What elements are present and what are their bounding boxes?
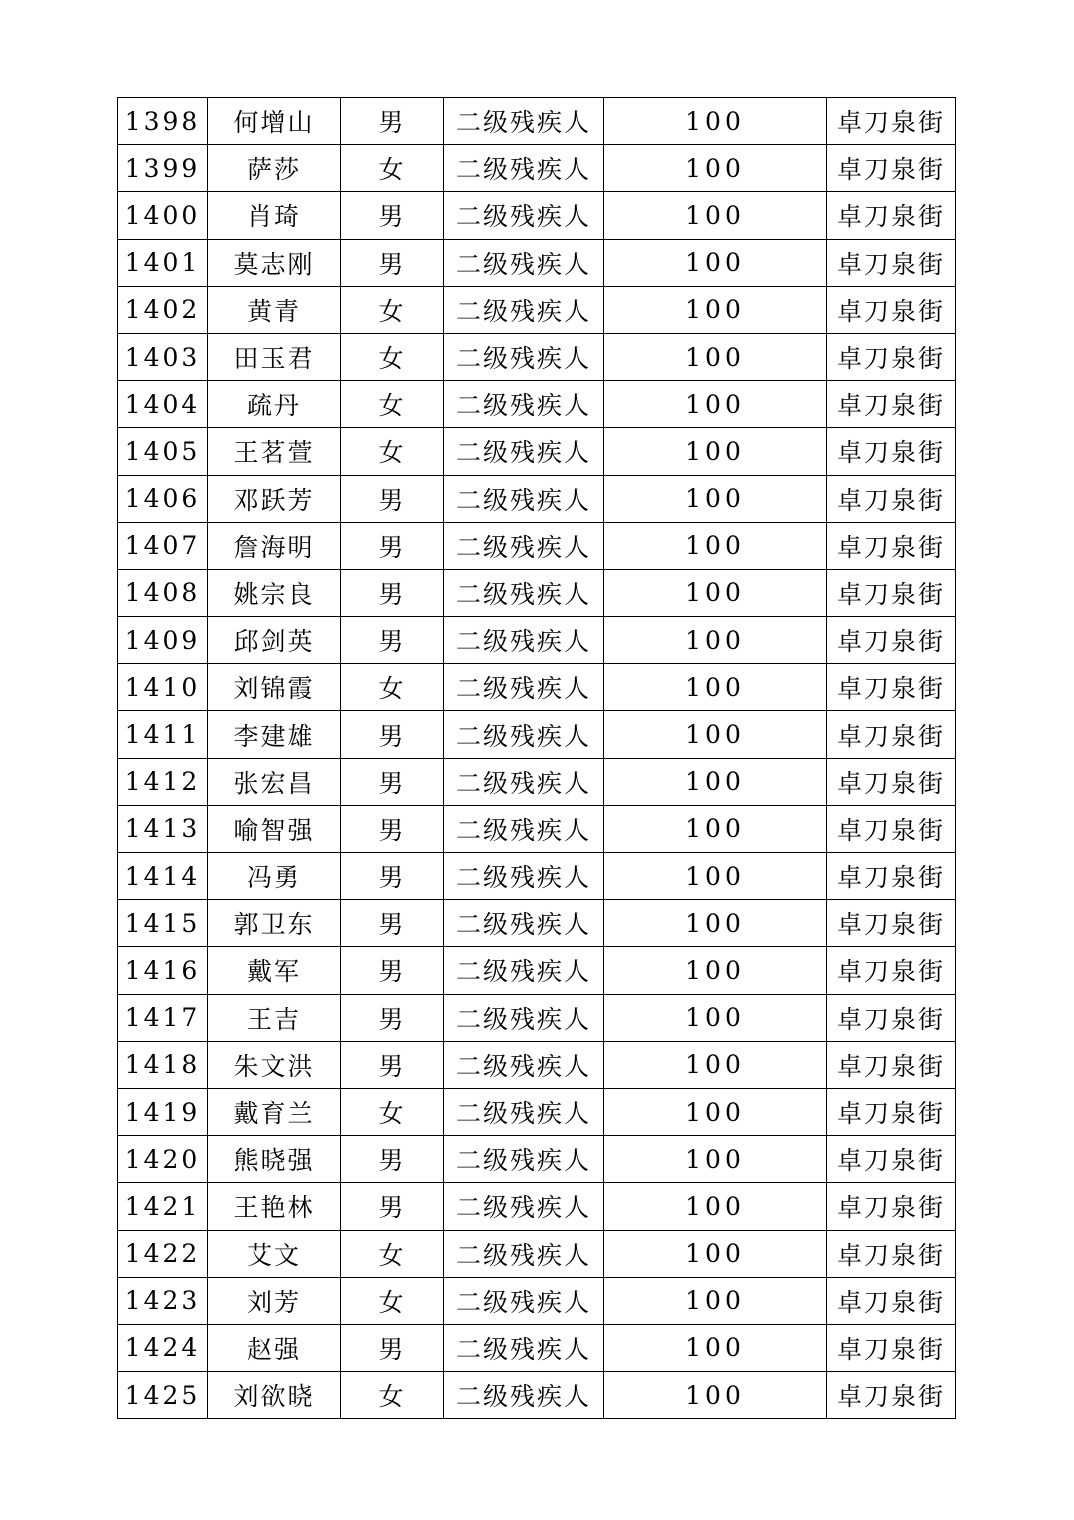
name-cell: 李建雄 xyxy=(208,711,341,758)
disability-category-cell: 二级残疾人 xyxy=(444,1041,604,1088)
disability-category-cell: 二级残疾人 xyxy=(444,98,604,145)
gender-cell: 女 xyxy=(341,286,444,333)
serial-number-cell: 1400 xyxy=(118,192,208,239)
disability-category-cell: 二级残疾人 xyxy=(444,805,604,852)
amount-cell: 100 xyxy=(604,1324,827,1371)
disability-category-cell: 二级残疾人 xyxy=(444,664,604,711)
disability-category-cell: 二级残疾人 xyxy=(444,192,604,239)
table-row xyxy=(118,900,956,947)
disability-category-cell: 二级残疾人 xyxy=(444,286,604,333)
gender-cell: 男 xyxy=(341,1136,444,1183)
name-cell: 王吉 xyxy=(208,994,341,1041)
gender-cell: 男 xyxy=(341,617,444,664)
table-row xyxy=(118,1324,956,1371)
serial-number-cell: 1421 xyxy=(118,1183,208,1230)
disability-category-cell: 二级残疾人 xyxy=(444,711,604,758)
name-cell: 冯勇 xyxy=(208,853,341,900)
name-cell: 萨莎 xyxy=(208,145,341,192)
name-cell: 刘芳 xyxy=(208,1277,341,1324)
gender-cell: 男 xyxy=(341,900,444,947)
street-cell: 卓刀泉街 xyxy=(827,758,956,805)
serial-number-cell: 1414 xyxy=(118,853,208,900)
gender-cell: 女 xyxy=(341,1088,444,1135)
amount-cell: 100 xyxy=(604,1277,827,1324)
disability-category-cell: 二级残疾人 xyxy=(444,428,604,475)
disability-category-cell: 二级残疾人 xyxy=(444,994,604,1041)
disability-category-cell: 二级残疾人 xyxy=(444,758,604,805)
amount-cell: 100 xyxy=(604,900,827,947)
disability-category-cell: 二级残疾人 xyxy=(444,475,604,522)
street-cell: 卓刀泉街 xyxy=(827,381,956,428)
street-cell: 卓刀泉街 xyxy=(827,522,956,569)
serial-number-cell: 1416 xyxy=(118,947,208,994)
name-cell: 疏丹 xyxy=(208,381,341,428)
serial-number-cell: 1415 xyxy=(118,900,208,947)
gender-cell: 男 xyxy=(341,1324,444,1371)
street-cell: 卓刀泉街 xyxy=(827,333,956,380)
serial-number-cell: 1402 xyxy=(118,286,208,333)
disability-category-cell: 二级残疾人 xyxy=(444,522,604,569)
name-cell: 赵强 xyxy=(208,1324,341,1371)
gender-cell: 女 xyxy=(341,145,444,192)
gender-cell: 女 xyxy=(341,664,444,711)
disability-category-cell: 二级残疾人 xyxy=(444,145,604,192)
name-cell: 王艳林 xyxy=(208,1183,341,1230)
street-cell: 卓刀泉街 xyxy=(827,239,956,286)
disability-category-cell: 二级残疾人 xyxy=(444,900,604,947)
table-row xyxy=(118,1372,956,1419)
amount-cell: 100 xyxy=(604,569,827,616)
table-row xyxy=(118,994,956,1041)
disability-category-cell: 二级残疾人 xyxy=(444,1324,604,1371)
table-row xyxy=(118,617,956,664)
street-cell: 卓刀泉街 xyxy=(827,1230,956,1277)
disability-category-cell: 二级残疾人 xyxy=(444,947,604,994)
serial-number-cell: 1401 xyxy=(118,239,208,286)
name-cell: 王茗萱 xyxy=(208,428,341,475)
name-cell: 熊晓强 xyxy=(208,1136,341,1183)
street-cell: 卓刀泉街 xyxy=(827,617,956,664)
amount-cell: 100 xyxy=(604,428,827,475)
serial-number-cell: 1413 xyxy=(118,805,208,852)
name-cell: 艾文 xyxy=(208,1230,341,1277)
street-cell: 卓刀泉街 xyxy=(827,98,956,145)
street-cell: 卓刀泉街 xyxy=(827,1183,956,1230)
table-row xyxy=(118,711,956,758)
name-cell: 邱剑英 xyxy=(208,617,341,664)
table-row xyxy=(118,475,956,522)
serial-number-cell: 1403 xyxy=(118,333,208,380)
street-cell: 卓刀泉街 xyxy=(827,286,956,333)
amount-cell: 100 xyxy=(604,994,827,1041)
table-row xyxy=(118,1088,956,1135)
gender-cell: 女 xyxy=(341,1372,444,1419)
amount-cell: 100 xyxy=(604,381,827,428)
disability-category-cell: 二级残疾人 xyxy=(444,1230,604,1277)
amount-cell: 100 xyxy=(604,522,827,569)
name-cell: 田玉君 xyxy=(208,333,341,380)
name-cell: 邓跃芳 xyxy=(208,475,341,522)
disability-category-cell: 二级残疾人 xyxy=(444,239,604,286)
table-row xyxy=(118,1277,956,1324)
table-row xyxy=(118,522,956,569)
serial-number-cell: 1405 xyxy=(118,428,208,475)
gender-cell: 女 xyxy=(341,381,444,428)
table-row xyxy=(118,286,956,333)
street-cell: 卓刀泉街 xyxy=(827,1136,956,1183)
street-cell: 卓刀泉街 xyxy=(827,428,956,475)
table-row xyxy=(118,98,956,145)
roster-table xyxy=(117,97,956,1419)
serial-number-cell: 1410 xyxy=(118,664,208,711)
disability-category-cell: 二级残疾人 xyxy=(444,569,604,616)
gender-cell: 女 xyxy=(341,1230,444,1277)
name-cell: 张宏昌 xyxy=(208,758,341,805)
gender-cell: 男 xyxy=(341,475,444,522)
serial-number-cell: 1408 xyxy=(118,569,208,616)
serial-number-cell: 1406 xyxy=(118,475,208,522)
gender-cell: 男 xyxy=(341,853,444,900)
amount-cell: 100 xyxy=(604,192,827,239)
gender-cell: 男 xyxy=(341,239,444,286)
gender-cell: 男 xyxy=(341,569,444,616)
table-row xyxy=(118,1183,956,1230)
table-row xyxy=(118,853,956,900)
name-cell: 何增山 xyxy=(208,98,341,145)
amount-cell: 100 xyxy=(604,1183,827,1230)
amount-cell: 100 xyxy=(604,853,827,900)
name-cell: 刘锦霞 xyxy=(208,664,341,711)
amount-cell: 100 xyxy=(604,1230,827,1277)
name-cell: 郭卫东 xyxy=(208,900,341,947)
amount-cell: 100 xyxy=(604,475,827,522)
disability-category-cell: 二级残疾人 xyxy=(444,1088,604,1135)
amount-cell: 100 xyxy=(604,1136,827,1183)
serial-number-cell: 1417 xyxy=(118,994,208,1041)
table-row xyxy=(118,1230,956,1277)
table-row xyxy=(118,758,956,805)
disability-category-cell: 二级残疾人 xyxy=(444,1183,604,1230)
amount-cell: 100 xyxy=(604,1372,827,1419)
street-cell: 卓刀泉街 xyxy=(827,1277,956,1324)
gender-cell: 男 xyxy=(341,522,444,569)
disability-category-cell: 二级残疾人 xyxy=(444,381,604,428)
table-row xyxy=(118,1136,956,1183)
street-cell: 卓刀泉街 xyxy=(827,900,956,947)
name-cell: 戴军 xyxy=(208,947,341,994)
gender-cell: 男 xyxy=(341,805,444,852)
gender-cell: 男 xyxy=(341,758,444,805)
roster-table-body xyxy=(118,98,956,1419)
disability-category-cell: 二级残疾人 xyxy=(444,617,604,664)
amount-cell: 100 xyxy=(604,239,827,286)
table-row xyxy=(118,805,956,852)
amount-cell: 100 xyxy=(604,947,827,994)
amount-cell: 100 xyxy=(604,333,827,380)
name-cell: 黄青 xyxy=(208,286,341,333)
name-cell: 莫志刚 xyxy=(208,239,341,286)
name-cell: 戴育兰 xyxy=(208,1088,341,1135)
table-row xyxy=(118,664,956,711)
amount-cell: 100 xyxy=(604,758,827,805)
gender-cell: 女 xyxy=(341,1277,444,1324)
name-cell: 肖琦 xyxy=(208,192,341,239)
serial-number-cell: 1425 xyxy=(118,1372,208,1419)
table-row xyxy=(118,333,956,380)
disability-category-cell: 二级残疾人 xyxy=(444,333,604,380)
gender-cell: 女 xyxy=(341,333,444,380)
amount-cell: 100 xyxy=(604,664,827,711)
street-cell: 卓刀泉街 xyxy=(827,947,956,994)
name-cell: 姚宗良 xyxy=(208,569,341,616)
name-cell: 朱文洪 xyxy=(208,1041,341,1088)
serial-number-cell: 1424 xyxy=(118,1324,208,1371)
disability-category-cell: 二级残疾人 xyxy=(444,1277,604,1324)
amount-cell: 100 xyxy=(604,711,827,758)
serial-number-cell: 1398 xyxy=(118,98,208,145)
gender-cell: 男 xyxy=(341,192,444,239)
name-cell: 喻智强 xyxy=(208,805,341,852)
disability-category-cell: 二级残疾人 xyxy=(444,1136,604,1183)
table-row xyxy=(118,1041,956,1088)
table-row xyxy=(118,569,956,616)
gender-cell: 男 xyxy=(341,1041,444,1088)
amount-cell: 100 xyxy=(604,145,827,192)
gender-cell: 男 xyxy=(341,711,444,758)
serial-number-cell: 1418 xyxy=(118,1041,208,1088)
street-cell: 卓刀泉街 xyxy=(827,711,956,758)
street-cell: 卓刀泉街 xyxy=(827,805,956,852)
street-cell: 卓刀泉街 xyxy=(827,1324,956,1371)
serial-number-cell: 1411 xyxy=(118,711,208,758)
amount-cell: 100 xyxy=(604,286,827,333)
street-cell: 卓刀泉街 xyxy=(827,145,956,192)
amount-cell: 100 xyxy=(604,805,827,852)
gender-cell: 男 xyxy=(341,947,444,994)
table-row xyxy=(118,145,956,192)
table-row xyxy=(118,381,956,428)
street-cell: 卓刀泉街 xyxy=(827,1372,956,1419)
gender-cell: 男 xyxy=(341,994,444,1041)
disability-category-cell: 二级残疾人 xyxy=(444,853,604,900)
street-cell: 卓刀泉街 xyxy=(827,994,956,1041)
gender-cell: 男 xyxy=(341,98,444,145)
table-row xyxy=(118,428,956,475)
amount-cell: 100 xyxy=(604,1041,827,1088)
serial-number-cell: 1422 xyxy=(118,1230,208,1277)
serial-number-cell: 1423 xyxy=(118,1277,208,1324)
street-cell: 卓刀泉街 xyxy=(827,475,956,522)
table-row xyxy=(118,947,956,994)
table-row xyxy=(118,239,956,286)
gender-cell: 男 xyxy=(341,1183,444,1230)
amount-cell: 100 xyxy=(604,98,827,145)
gender-cell: 女 xyxy=(341,428,444,475)
street-cell: 卓刀泉街 xyxy=(827,1041,956,1088)
serial-number-cell: 1407 xyxy=(118,522,208,569)
serial-number-cell: 1404 xyxy=(118,381,208,428)
serial-number-cell: 1419 xyxy=(118,1088,208,1135)
street-cell: 卓刀泉街 xyxy=(827,664,956,711)
table-row xyxy=(118,192,956,239)
amount-cell: 100 xyxy=(604,617,827,664)
serial-number-cell: 1412 xyxy=(118,758,208,805)
serial-number-cell: 1409 xyxy=(118,617,208,664)
street-cell: 卓刀泉街 xyxy=(827,1088,956,1135)
name-cell: 詹海明 xyxy=(208,522,341,569)
amount-cell: 100 xyxy=(604,1088,827,1135)
street-cell: 卓刀泉街 xyxy=(827,569,956,616)
serial-number-cell: 1420 xyxy=(118,1136,208,1183)
street-cell: 卓刀泉街 xyxy=(827,192,956,239)
disability-category-cell: 二级残疾人 xyxy=(444,1372,604,1419)
street-cell: 卓刀泉街 xyxy=(827,853,956,900)
name-cell: 刘欲晓 xyxy=(208,1372,341,1419)
serial-number-cell: 1399 xyxy=(118,145,208,192)
